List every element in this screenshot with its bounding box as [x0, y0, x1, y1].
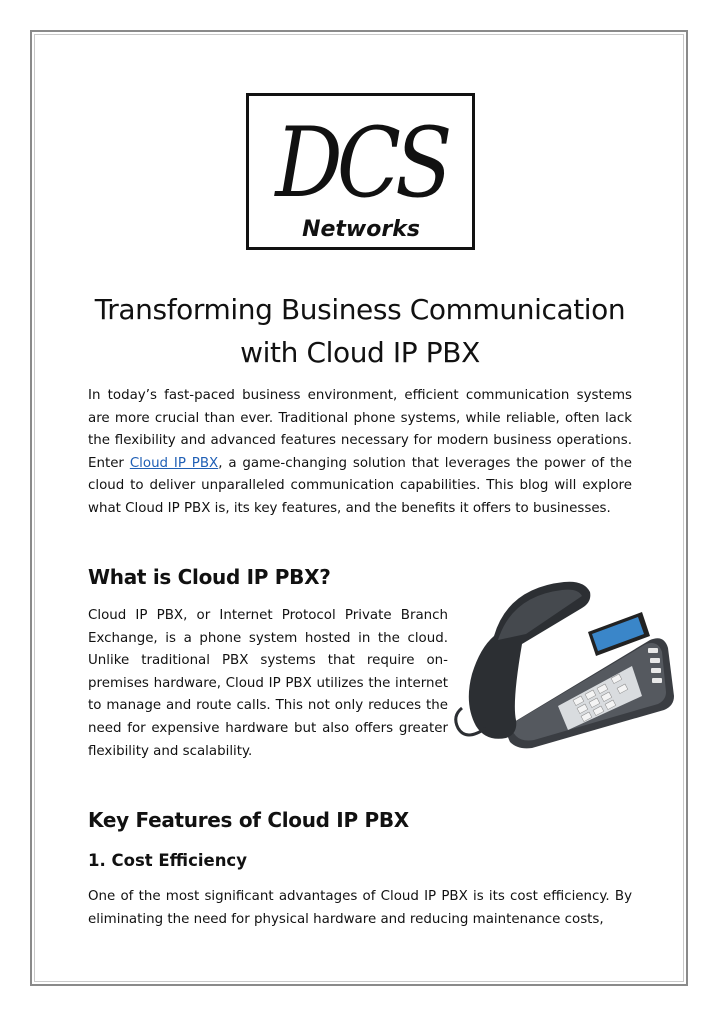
title-line-2: with Cloud IP PBX — [240, 336, 480, 369]
ip-desk-phone-image — [446, 578, 678, 750]
intro-paragraph — [88, 385, 632, 521]
dcs-networks-logo — [246, 93, 475, 250]
intro-text-before-link: In today’s fast-paced business environment, efficient communication systems are more crucial than ever. Traditional phone systems, while reliable, often lack the flexibility and advanced features necessary for modern business operations. Enter — [88, 388, 632, 471]
page-title — [60, 288, 660, 374]
section-heading-what-is: What is Cloud IP PBX? — [88, 565, 331, 589]
section-what-is-body: Cloud IP PBX, or Internet Protocol Private Branch Exchange, is a phone system hosted in the cloud. Unlike traditional PBX systems that require on-premises hardware, Cloud IP PBX utilizes the internet to manage and route calls. This not only reduces the need for expensive hardware but also offers greater flexibility and scalability. — [88, 608, 448, 759]
title-line-1: Transforming Business Communication — [94, 293, 626, 326]
logo-graphic — [249, 96, 472, 247]
section-heading-key-features: Key Features of Cloud IP PBX — [88, 808, 409, 832]
cloud-ip-pbx-link[interactable]: Cloud IP PBX — [129, 455, 219, 471]
intro-text-after-link: , a game-changing solution that leverages the power of the cloud to deliver unparalleled communication capabilities. This blog will explore what Cloud IP PBX is, its key features, and the benefits it offers to businesses. — [88, 455, 633, 516]
logo-dcs-text: DCS — [275, 107, 447, 220]
logo-networks-text: Networks — [302, 217, 420, 242]
subheading-cost-efficiency: 1. Cost Efficiency — [88, 851, 247, 870]
cost-efficiency-body: One of the most significant advantages of Cloud IP PBX is its cost efficiency. By eliminating the need for physical hardware and reducing maintenance costs, — [88, 889, 632, 927]
